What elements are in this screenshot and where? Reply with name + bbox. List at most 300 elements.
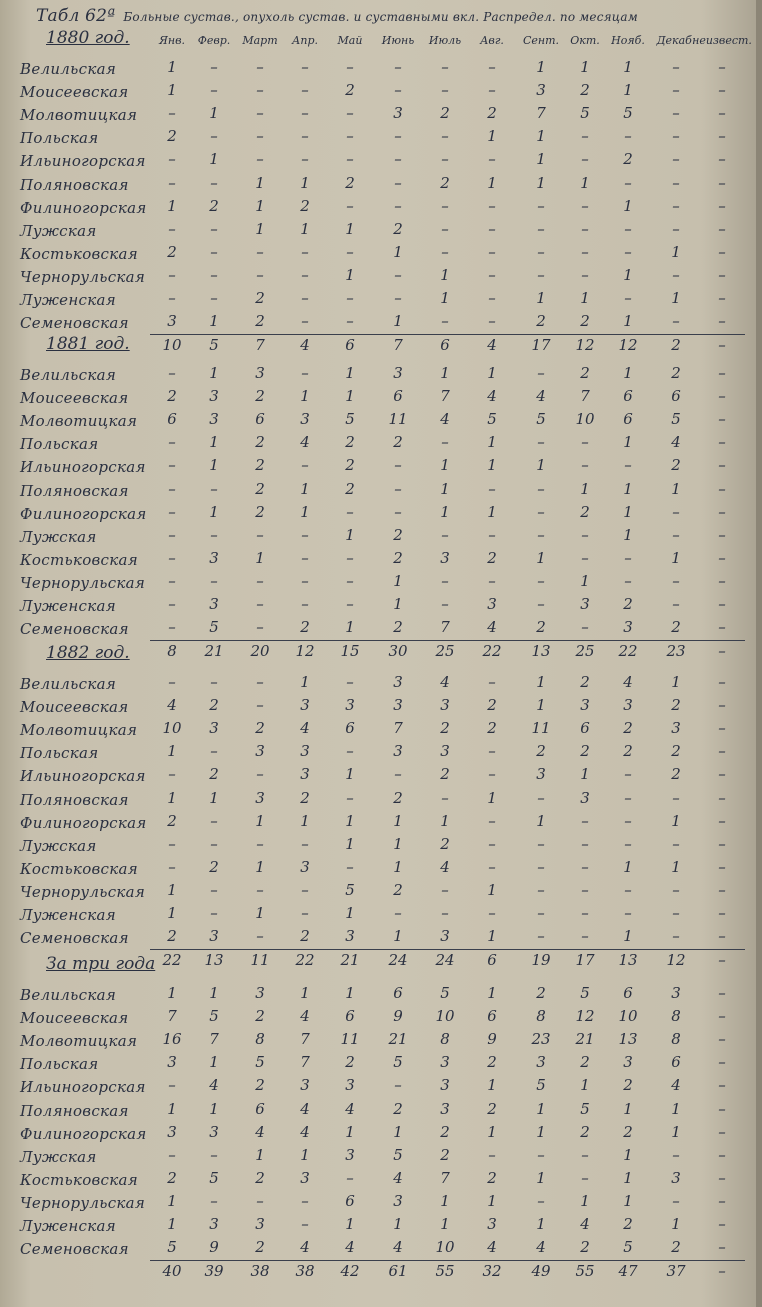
table-cell: – xyxy=(301,525,309,544)
table-cell: 6 xyxy=(345,1191,355,1210)
table-cell: 3 xyxy=(393,696,403,715)
table-row-label: Поляновская xyxy=(20,481,129,500)
total-cell: 12 xyxy=(666,951,686,970)
table-cell: 4 xyxy=(671,433,681,452)
total-cell: 21 xyxy=(204,642,224,661)
table-cell: 5 xyxy=(209,618,219,637)
table-number: Табл 62ª xyxy=(36,6,116,26)
table-cell: 2 xyxy=(623,1215,633,1233)
table-cell: 1 xyxy=(671,673,681,691)
table-cell: 1 xyxy=(623,502,633,521)
total-cell: 7 xyxy=(255,336,265,355)
table-cell: 1 xyxy=(671,548,681,567)
total-cell: 30 xyxy=(388,642,408,661)
table-cell: 3 xyxy=(487,595,497,613)
table-cell: – xyxy=(210,880,218,899)
table-cell: 1 xyxy=(536,127,546,146)
table-row-label: Польская xyxy=(20,1055,99,1074)
table-row-label: Лужская xyxy=(20,527,97,546)
table-cell: 4 xyxy=(167,696,177,715)
table-row-label: Молвотицкая xyxy=(20,1032,138,1051)
table-cell: 2 xyxy=(167,127,177,146)
table-cell: – xyxy=(581,150,589,169)
table-cell: – xyxy=(718,1215,726,1233)
table-cell: 2 xyxy=(487,548,497,567)
table-cell: 1 xyxy=(393,571,403,590)
table-cell: – xyxy=(624,811,632,830)
table-cell: – xyxy=(718,1238,726,1257)
total-cell: 6 xyxy=(345,336,355,355)
table-cell: – xyxy=(718,479,726,498)
table-cell: 3 xyxy=(209,719,219,738)
table-cell: – xyxy=(672,196,680,215)
table-cell: – xyxy=(537,880,545,899)
table-cell: – xyxy=(168,834,176,853)
table-cell: – xyxy=(301,242,309,261)
table-cell: – xyxy=(488,289,496,307)
table-cell: – xyxy=(537,196,545,215)
table-cell: 2 xyxy=(393,880,403,899)
table-cell: 1 xyxy=(671,1215,681,1233)
table-cell: 3 xyxy=(345,1145,355,1164)
total-cell: 24 xyxy=(388,951,408,970)
table-cell: 8 xyxy=(536,1007,546,1026)
table-cell: – xyxy=(624,219,632,238)
table-cell: 4 xyxy=(580,1215,590,1233)
table-cell: 4 xyxy=(671,1076,681,1095)
table-row-label: Ильиногорская xyxy=(20,152,146,171)
table-cell: – xyxy=(346,673,354,691)
table-cell: 2 xyxy=(167,242,177,261)
table-cell: 1 xyxy=(536,811,546,830)
total-cell: 61 xyxy=(388,1262,408,1281)
table-cell: – xyxy=(441,904,449,922)
table-cell: – xyxy=(718,984,726,1002)
table-cell: 6 xyxy=(393,387,403,406)
table-cell: 1 xyxy=(487,984,497,1002)
table-cell: – xyxy=(718,927,726,946)
table-title xyxy=(36,6,736,26)
total-cell: 13 xyxy=(618,951,638,970)
table-cell: 1 xyxy=(487,173,497,192)
table-cell: 13 xyxy=(618,1030,638,1049)
table-cell: 1 xyxy=(671,242,681,261)
total-cell: 23 xyxy=(666,642,686,661)
table-cell: 1 xyxy=(536,1215,546,1233)
table-cell: 2 xyxy=(487,696,497,715)
table-cell: – xyxy=(441,433,449,452)
table-cell: – xyxy=(441,127,449,146)
table-cell: 5 xyxy=(623,104,633,123)
table-cell: 1 xyxy=(255,811,265,830)
table-cell: – xyxy=(718,1168,726,1187)
table-cell: – xyxy=(718,127,726,146)
table-cell: 1 xyxy=(487,1191,497,1210)
table-cell: – xyxy=(718,1122,726,1141)
table-cell: – xyxy=(346,312,354,331)
table-cell: 2 xyxy=(300,788,310,807)
table-cell: 1 xyxy=(623,479,633,498)
table-cell: 2 xyxy=(623,595,633,613)
table-cell: 1 xyxy=(300,984,310,1002)
table-cell: – xyxy=(581,242,589,261)
table-cell: 2 xyxy=(580,364,590,382)
table-cell: 8 xyxy=(255,1030,265,1049)
month-header: Декаб. xyxy=(656,34,696,47)
table-cell: 6 xyxy=(671,1053,681,1072)
total-rule xyxy=(150,640,745,641)
table-cell: 4 xyxy=(487,618,497,637)
table-cell: 1 xyxy=(623,927,633,946)
table-cell: 4 xyxy=(393,1238,403,1257)
table-cell: 4 xyxy=(300,1122,310,1141)
table-cell: 2 xyxy=(209,765,219,784)
table-cell: 1 xyxy=(209,433,219,452)
table-cell: 10 xyxy=(435,1238,455,1257)
table-cell: 3 xyxy=(300,742,310,761)
table-cell: – xyxy=(210,834,218,853)
table-cell: – xyxy=(168,479,176,498)
table-cell: – xyxy=(168,595,176,613)
table-cell: – xyxy=(256,927,264,946)
table-cell: 1 xyxy=(623,525,633,544)
table-cell: 1 xyxy=(623,1191,633,1210)
table-cell: 2 xyxy=(255,1168,265,1187)
table-cell: 2 xyxy=(671,765,681,784)
total-cell: 13 xyxy=(531,642,551,661)
table-cell: – xyxy=(672,219,680,238)
table-cell: – xyxy=(394,196,402,215)
table-row-label: Моисеевская xyxy=(20,83,129,102)
table-cell: 3 xyxy=(209,387,219,406)
table-cell: – xyxy=(168,548,176,567)
table-cell: – xyxy=(537,433,545,452)
table-cell: 1 xyxy=(345,811,355,830)
total-cell: 49 xyxy=(531,1262,551,1281)
table-cell: 1 xyxy=(255,904,265,922)
table-cell: 1 xyxy=(300,502,310,521)
table-cell: – xyxy=(346,788,354,807)
table-row-label: Луженская xyxy=(20,1217,116,1235)
table-cell: 5 xyxy=(580,104,590,123)
table-cell: 3 xyxy=(487,1215,497,1233)
table-row-label: Велильская xyxy=(20,986,117,1004)
table-cell: 7 xyxy=(167,1007,177,1026)
table-cell: 3 xyxy=(345,696,355,715)
table-cell: – xyxy=(168,618,176,637)
table-cell: 1 xyxy=(487,880,497,899)
table-cell: – xyxy=(301,571,309,590)
month-header: неизвест. xyxy=(692,34,752,47)
table-cell: 6 xyxy=(255,1099,265,1118)
table-cell: – xyxy=(488,765,496,784)
table-cell: – xyxy=(624,289,632,307)
table-cell: 1 xyxy=(580,58,590,76)
table-cell: 6 xyxy=(487,1007,497,1026)
total-cell: 6 xyxy=(487,951,497,970)
table-cell: 1 xyxy=(209,364,219,382)
table-cell: 3 xyxy=(300,765,310,784)
table-cell: – xyxy=(581,548,589,567)
table-cell: – xyxy=(537,904,545,922)
table-cell: – xyxy=(581,265,589,284)
table-cell: 6 xyxy=(671,387,681,406)
table-cell: – xyxy=(346,150,354,169)
table-cell: – xyxy=(718,173,726,192)
table-cell: 1 xyxy=(209,1053,219,1072)
total-cell: 55 xyxy=(575,1262,595,1281)
table-row-label: Ильиногорская xyxy=(20,458,146,477)
total-cell: – xyxy=(718,1262,726,1281)
total-cell: – xyxy=(718,336,726,355)
table-cell: – xyxy=(210,571,218,590)
table-cell: 3 xyxy=(300,410,310,429)
table-cell: 7 xyxy=(536,104,546,123)
table-cell: – xyxy=(168,173,176,192)
table-row-label: Ильиногорская xyxy=(20,1078,146,1097)
table-cell: – xyxy=(168,525,176,544)
table-cell: 1 xyxy=(536,696,546,715)
table-cell: 16 xyxy=(162,1030,182,1049)
table-cell: – xyxy=(441,242,449,261)
table-cell: – xyxy=(624,242,632,261)
table-cell: – xyxy=(537,571,545,590)
table-cell: 2 xyxy=(580,81,590,100)
table-cell: – xyxy=(718,387,726,406)
table-cell: 1 xyxy=(255,857,265,876)
table-cell: – xyxy=(346,104,354,123)
total-cell: 25 xyxy=(575,642,595,661)
table-cell: 1 xyxy=(536,150,546,169)
table-cell: 11 xyxy=(531,719,551,738)
table-cell: 1 xyxy=(345,984,355,1002)
month-header: Нояб. xyxy=(611,34,645,47)
total-cell: 15 xyxy=(340,642,360,661)
table-cell: 10 xyxy=(618,1007,638,1026)
table-cell: – xyxy=(718,289,726,307)
table-cell: 1 xyxy=(623,1168,633,1187)
table-cell: 1 xyxy=(671,1122,681,1141)
table-cell: 3 xyxy=(440,927,450,946)
table-cell: – xyxy=(394,173,402,192)
table-cell: – xyxy=(718,410,726,429)
table-cell: 2 xyxy=(671,742,681,761)
table-cell: 7 xyxy=(300,1030,310,1049)
table-cell: 1 xyxy=(345,1122,355,1141)
table-cell: 2 xyxy=(345,1053,355,1072)
table-row-label: Филиногорская xyxy=(20,504,147,523)
table-cell: 1 xyxy=(300,673,310,691)
table-cell: – xyxy=(346,502,354,521)
table-cell: 3 xyxy=(623,618,633,637)
table-cell: 4 xyxy=(255,1122,265,1141)
table-cell: 6 xyxy=(580,719,590,738)
table-row-label: Филиногорская xyxy=(20,813,147,832)
table-cell: 1 xyxy=(300,479,310,498)
table-cell: 2 xyxy=(255,1076,265,1095)
table-cell: – xyxy=(718,219,726,238)
table-cell: 3 xyxy=(345,1076,355,1095)
total-cell: 20 xyxy=(250,642,270,661)
table-cell: 6 xyxy=(623,387,633,406)
month-header: Апр. xyxy=(292,34,318,47)
table-cell: 2 xyxy=(393,1099,403,1118)
table-cell: 1 xyxy=(167,742,177,761)
table-cell: 2 xyxy=(623,742,633,761)
table-cell: 3 xyxy=(580,788,590,807)
table-row-label: Луженская xyxy=(20,597,116,615)
table-cell: 3 xyxy=(671,1168,681,1187)
table-cell: – xyxy=(346,595,354,613)
table-cell: – xyxy=(537,834,545,853)
table-cell: 3 xyxy=(440,1099,450,1118)
table-cell: 2 xyxy=(487,1099,497,1118)
table-cell: 1 xyxy=(393,595,403,613)
table-cell: 1 xyxy=(440,1191,450,1210)
table-cell: – xyxy=(672,525,680,544)
table-cell: 1 xyxy=(345,904,355,922)
table-cell: – xyxy=(441,219,449,238)
table-cell: – xyxy=(394,265,402,284)
table-cell: – xyxy=(672,58,680,76)
table-cell: – xyxy=(394,1076,402,1095)
table-cell: 2 xyxy=(623,719,633,738)
table-cell: – xyxy=(718,150,726,169)
table-cell: 2 xyxy=(487,1053,497,1072)
table-cell: – xyxy=(441,312,449,331)
table-cell: 1 xyxy=(167,788,177,807)
table-cell: – xyxy=(488,811,496,830)
table-cell: – xyxy=(624,173,632,192)
table-cell: – xyxy=(672,312,680,331)
table-cell: 1 xyxy=(536,173,546,192)
table-cell: 11 xyxy=(388,410,408,429)
total-cell: 19 xyxy=(531,951,551,970)
table-row-label: Моисеевская xyxy=(20,1009,129,1028)
table-cell: 1 xyxy=(393,312,403,331)
table-cell: – xyxy=(256,81,264,100)
month-header: Янв. xyxy=(158,34,186,47)
table-cell: 1 xyxy=(580,173,590,192)
table-cell: 3 xyxy=(393,104,403,123)
table-cell: 3 xyxy=(536,1053,546,1072)
total-cell: 25 xyxy=(435,642,455,661)
table-cell: 1 xyxy=(393,857,403,876)
table-cell: – xyxy=(672,1191,680,1210)
table-row-label: Молвотицкая xyxy=(20,412,138,431)
table-cell: 2 xyxy=(393,433,403,452)
table-cell: – xyxy=(537,479,545,498)
table-cell: 3 xyxy=(255,984,265,1002)
table-cell: – xyxy=(301,312,309,331)
total-cell: 21 xyxy=(340,951,360,970)
table-row-label: Семеновская xyxy=(20,929,129,948)
table-cell: 1 xyxy=(345,219,355,238)
table-row-label: Луженская xyxy=(20,291,116,309)
table-cell: 5 xyxy=(345,880,355,899)
table-cell: 1 xyxy=(345,265,355,284)
table-cell: 2 xyxy=(487,104,497,123)
table-cell: 1 xyxy=(209,502,219,521)
total-cell: 4 xyxy=(300,336,310,355)
table-cell: 7 xyxy=(393,719,403,738)
table-cell: 3 xyxy=(167,1053,177,1072)
table-cell: 1 xyxy=(623,433,633,452)
month-header: Авг. xyxy=(480,34,504,47)
table-cell: 2 xyxy=(440,1145,450,1164)
total-cell: 38 xyxy=(295,1262,315,1281)
table-cell: 1 xyxy=(345,765,355,784)
table-cell: 8 xyxy=(671,1007,681,1026)
table-row-label: Польская xyxy=(20,744,99,763)
table-cell: 10 xyxy=(575,410,595,429)
table-cell: 2 xyxy=(345,433,355,452)
table-cell: 1 xyxy=(167,904,177,922)
table-row-label: Молвотицкая xyxy=(20,106,138,125)
table-cell: 5 xyxy=(209,1168,219,1187)
table-cell: 2 xyxy=(580,1238,590,1257)
table-cell: – xyxy=(624,456,632,475)
table-row-label: Чернорульская xyxy=(20,573,146,592)
table-row-label: Молвотицкая xyxy=(20,721,138,740)
total-cell: 38 xyxy=(250,1262,270,1281)
table-cell: 1 xyxy=(623,312,633,331)
table-cell: – xyxy=(581,433,589,452)
table-cell: – xyxy=(210,289,218,307)
table-cell: – xyxy=(537,1191,545,1210)
table-cell: 6 xyxy=(345,719,355,738)
table-cell: 1 xyxy=(440,289,450,307)
table-cell: – xyxy=(718,904,726,922)
table-cell: 2 xyxy=(255,502,265,521)
table-cell: – xyxy=(718,857,726,876)
table-cell: – xyxy=(488,857,496,876)
table-cell: 5 xyxy=(209,1007,219,1026)
table-cell: 5 xyxy=(536,410,546,429)
table-cell: – xyxy=(624,571,632,590)
table-cell: 2 xyxy=(671,456,681,475)
table-cell: 3 xyxy=(393,1191,403,1210)
table-cell: 21 xyxy=(388,1030,408,1049)
table-cell: 1 xyxy=(167,1215,177,1233)
page-edge xyxy=(756,0,762,1307)
table-cell: 2 xyxy=(440,834,450,853)
table-cell: – xyxy=(537,1145,545,1164)
table-cell: 5 xyxy=(393,1145,403,1164)
month-header: Май xyxy=(337,34,363,47)
table-cell: – xyxy=(624,904,632,922)
table-cell: – xyxy=(581,811,589,830)
table-cell: 5 xyxy=(671,410,681,429)
table-cell: 2 xyxy=(671,364,681,382)
section-title: За три года xyxy=(46,954,156,974)
table-cell: – xyxy=(718,548,726,567)
table-cell: 2 xyxy=(345,173,355,192)
table-cell: – xyxy=(718,1099,726,1118)
table-cell: – xyxy=(210,1191,218,1210)
table-cell: – xyxy=(672,788,680,807)
table-cell: 1 xyxy=(393,242,403,261)
table-cell: 4 xyxy=(300,1007,310,1026)
table-cell: 1 xyxy=(440,456,450,475)
table-cell: 1 xyxy=(167,1191,177,1210)
table-cell: – xyxy=(168,433,176,452)
table-cell: – xyxy=(488,571,496,590)
table-cell: – xyxy=(672,173,680,192)
table-cell: 5 xyxy=(487,410,497,429)
table-cell: – xyxy=(168,1145,176,1164)
table-cell: 2 xyxy=(255,719,265,738)
